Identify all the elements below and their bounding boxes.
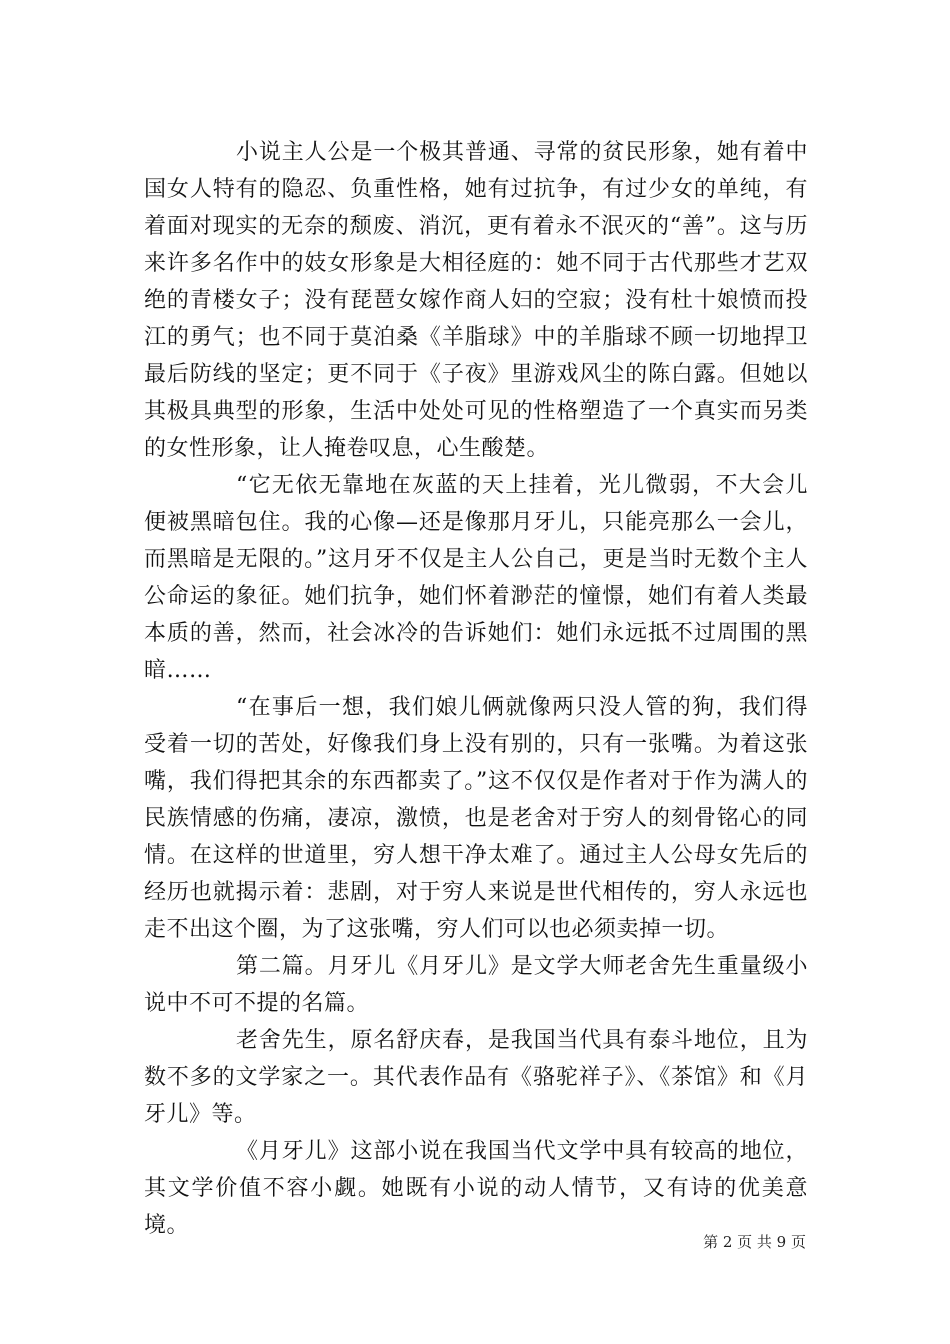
paragraph-1: 小说主人公是一个极其普通、寻常的贫民形象，她有着中国女人特有的隐忍、负重性格，她有过抗争，有过少女的单纯，有着面对现实的无奈的颓废、消沉，更有着永不泯灭的“善”。这与历来许多名作中的妓女形象是大相径庭的：她不同于古代那些才艺双绝的青楼女子；没有琵琶女嫁作商人妇的空寂；没有杜十娘愤而投江的勇气；也不同于莫泊桑《羊脂球》中的羊脂球不顾一切地捍卫最后防线的坚定；更不同于《子夜》里游戏风尘的陈白露。但她以其极具典型的形象，生活中处处可见的性格塑造了一个真实而另类的女性形象，让人掩卷叹息，心生酸楚。: [144, 140, 808, 461]
page-number-footer: 第 2 页 共 9 页: [703, 1233, 806, 1251]
paragraph-2: “它无依无靠地在灰蓝的天上挂着，光儿微弱，不大会儿便被黑暗包住。我的心像—还是像那月牙儿，只能亮那么一会儿，而黑暗是无限的。”这月牙不仅是主人公自己，更是当时无数个主人公命运的象征。她们抗争，她们怀着渺茫的憧憬，她们有着人类最本质的善，然而，社会冰冷的告诉她们：她们永远抵不过周围的黑暗……: [144, 473, 808, 683]
paragraph-5: 老舍先生，原名舒庆春，是我国当代具有泰斗地位，且为数不多的文学家之一。其代表作品有《骆驼祥子》、《茶馆》和《月牙儿》等。: [144, 1028, 808, 1127]
paragraph-3: “在事后一想，我们娘儿俩就像两只没人管的狗，我们得受着一切的苦处，好像我们身上没有别的，只有一张嘴。为着这张嘴，我们得把其余的东西都卖了。”这不仅仅是作者对于作为满人的民族情感的伤痛，凄凉，激愤，也是老舍对于穷人的刻骨铭心的同情。在这样的世道里，穷人想干净太难了。通过主人公母女先后的经历也就揭示着：悲剧，对于穷人来说是世代相传的，穷人永远也走不出这个圈，为了这张嘴，穷人们可以也必须卖掉一切。: [144, 695, 808, 942]
body-text: [144, 134, 808, 1244]
paragraph-6: 《月牙儿》这部小说在我国当代文学中具有较高的地位，其文学价值不容小觑。她既有小说的动人情节，又有诗的优美意境。: [144, 1139, 808, 1238]
paragraph-4: 第二篇。月牙儿《月牙儿》是文学大师老舍先生重量级小说中不可不提的名篇。: [144, 954, 808, 1016]
